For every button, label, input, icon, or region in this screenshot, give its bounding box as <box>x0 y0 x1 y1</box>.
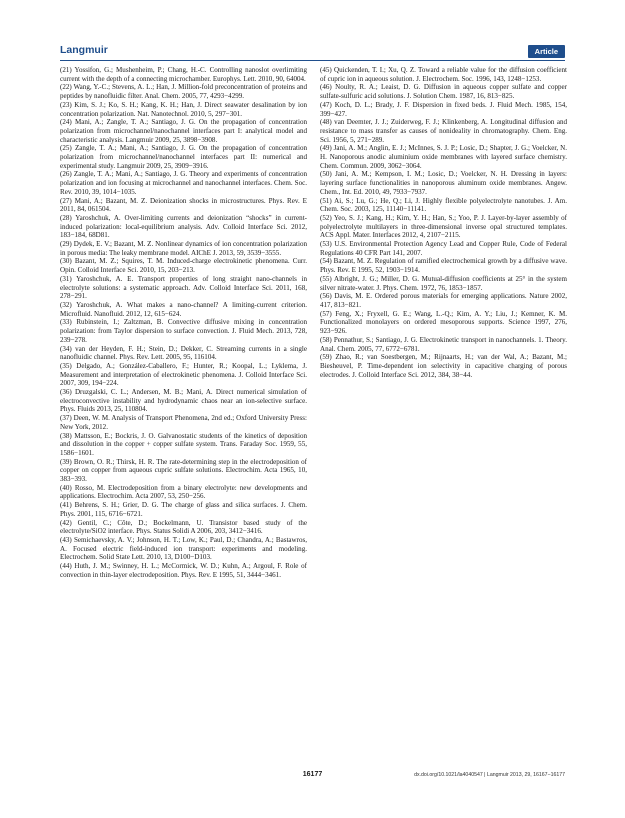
reference-51: (51) Ai, S.; Lu, G.; He, Q.; Li, J. Highly flexible polyelectrolyte nanotubes. J. Am. Chem. Soc. 2003, 125, 11140−11141. <box>320 196 567 214</box>
reference-48: (48) van Deemter, J. J.; Zuiderweg, F. J.; Klinkenberg, A. Longitudinal diffusion and resistance to mass transfer as causes of nonideality in chromatography. Chem. Eng. Sci. 1956, 5, 271−289. <box>320 118 567 144</box>
journal-name: Langmuir <box>60 44 108 56</box>
reference-58: (58) Pennathur, S.; Santiago, J. G. Electrokinetic transport in nanochannels. 1. Theory. Anal. Chem. 2005, 77, 6772−6781. <box>320 335 567 353</box>
reference-44: (44) Huth, J. M.; Swinney, H. L.; McCormick, W. D.; Kuhn, A.; Argoul, F. Role of convection in thin-layer electrodeposition. Phys. Rev. E 1995, 51, 3444−3461. <box>60 562 307 579</box>
reference-45: (45) Quickenden, T. I.; Xu, Q. Z. Toward a reliable value for the diffusion coefficient of cupric ion in aqueous solution. J. Electrochem. Soc. 1996, 143, 1248−1253. <box>320 66 567 83</box>
reference-38: (38) Mattsson, E.; Bockris, J. O. Galvanostatic students of the kinetics of deposition and dissolution in the copper + copper sulfate system. Trans. Faraday Soc. 1959, 55, 1586−1601. <box>60 431 307 457</box>
reference-23: (23) Kim, S. J.; Ko, S. H.; Kang, K. H.; Han, J. Direct seawater desalination by ion concentration polarization. Nat. Nanotechnol. 2010, 5, 297−301. <box>60 100 307 118</box>
reference-47: (47) Koch, D. L.; Brady, J. F. Dispersion in fixed beds. J. Fluid Mech. 1985, 154, 399−427. <box>320 100 567 118</box>
reference-21: (21) Yossifon, G.; Mushenheim, P.; Chang, H.-C. Controlling nanoslot overlimiting current with the depth of a connecting microchamber. Europhys. Lett. 2010, 90, 64004. <box>60 66 307 83</box>
reference-29: (29) Dydek, E. V.; Bazant, M. Z. Nonlinear dynamics of ion concentration polarization in porous media: The leaky membrane model. AIChE J. 2013, 59, 3539−3555. <box>60 240 307 257</box>
reference-50: (50) Jani, A. M.; Kempson, I. M.; Losic, D.; Voelcker, N. H. Dressing in layers: layering surface functionalities in nanoporous aluminum oxide membranes. Angew. Chem., Int. Ed. 2010, 49, 7933−7937. <box>320 170 567 196</box>
reference-27: (27) Mani, A.; Bazant, M. Z. Deionization shocks in microstructures. Phys. Rev. E 2011, 84, 061504. <box>60 196 307 214</box>
reference-40: (40) Rosso, M. Electrodeposition from a binary electrolyte: new developments and applications. Electrochim. Acta 2007, 53, 250−256. <box>60 483 307 501</box>
reference-34: (34) van der Heyden, F. H.; Stein, D.; Dekker, C. Streaming currents in a single nanofluidic channel. Phys. Rev. Lett. 2005, 95, 116104. <box>60 344 307 362</box>
reference-55: (55) Albright, J. G.; Miller, D. G. Mutual-diffusion coefficients at 25° in the system silver nitrate-water. J. Phys. Chem. 1972, 76, 1853−1857. <box>320 274 567 292</box>
reference-53: (53) U.S. Environmental Protection Agency Lead and Copper Rule, Code of Federal Regulations 40 CFR Part 141, 2007. <box>320 240 567 257</box>
reference-39: (39) Brown, O. R.; Thirsk, H. R. The rate-determining step in the electrodeposition of copper on copper from aqueous cupric sulfate solutions. Electrochim. Acta 1965, 10, 383−393. <box>60 457 307 484</box>
reference-25: (25) Zangle, T. A.; Mani, A.; Santiago, J. G. On the propagation of concentration polarization from microchannel/nanochannel interfaces part II: numerical and experimental study. Langmuir 2009, 25, 3909−3916. <box>60 144 307 170</box>
reference-56: (56) Davis, M. E. Ordered porous materials for emerging applications. Nature 2002, 417, 813−821. <box>320 292 567 309</box>
page-number: 16177 <box>302 771 323 778</box>
reference-33: (33) Rubinstein, I.; Zaltzman, B. Convective diffusive mixing in concentration polarization: from Taylor dispersion to surface convection. J. Fluid Mech. 2013, 728, 239−278. <box>60 318 307 344</box>
doi-citation: dx.doi.org/10.1021/la4040547 | Langmuir 2013, 29, 16167−16177 <box>414 772 565 778</box>
reference-57: (57) Feng, X.; Fryxell, G. E.; Wang, L.-Q.; Kim, A. Y.; Liu, J.; Kemner, K. M. Functionalized monolayers on ordered mesoporous supports. Science 1997, 276, 923−926. <box>320 309 567 336</box>
reference-32: (32) Yaroshchuk, A. What makes a nano-channel? A limiting-current criterion. Microfluid. Nanofluid. 2012, 12, 615−624. <box>60 300 307 318</box>
article-type-badge: Article <box>528 45 565 58</box>
reference-42: (42) Gentil, C.; Côte, D.; Bockelmann, U. Transistor based study of the electrolyte/SiO2 interface. Phys. Status Solidi A 2006, 203, 3412−3416. <box>60 518 307 536</box>
reference-59: (59) Zhao, R.; van Soestbergen, M.; Rijnaarts, H.; van der Wal, A.; Bazant, M.; Biesheuvel, P. Time-dependent ion selectivity in capacitive charging of porous electrodes. J. Colloid Interface Sci. 2012, 384, 38−44. <box>320 353 567 379</box>
reference-31: (31) Yaroshchuk, A. E. Transport properties of long straight nano-channels in electrolyte solutions: a systematic approach. Adv. Colloid Interface Sci. 2011, 168, 278−291. <box>60 274 307 301</box>
header-rule <box>60 60 565 61</box>
reference-43: (43) Semichaevsky, A. V.; Johnson, H. T.; Low, K.; Paul, D.; Chandra, A.; Bastawros, A. Focused electric field-induced ion transport: experiments and modeling. Electrochem. Solid State Lett. 2010, 13, D100−D103. <box>60 535 307 562</box>
reference-46: (46) Noulty, R. A.; Leaist, D. G. Diffusion in aqueous copper sulfate and copper sulfate-sulfuric acid solutions. J. Solution Chem. 1987, 16, 813−825. <box>320 83 567 101</box>
reference-35: (35) Delgado, A.; González-Caballero, F.; Hunter, R.; Koopal, L.; Lyklema, J. Measurement and interpretation of electrokinetic phenomena. J. Colloid Interface Sci. 2007, 309, 194−224. <box>60 361 307 388</box>
page-header <box>60 44 565 60</box>
reference-24: (24) Mani, A.; Zangle, T. A.; Santiago, J. G. On the propagation of concentration polarization from microchannel/nanochannel interfaces part I: analytical model and characteristic analysis. Langmuir 2009, 25, 3898−3908. <box>60 118 307 144</box>
reference-49: (49) Jani, A. M.; Anglin, E. J.; McInnes, S. J. P.; Losic, D.; Shapter, J. G.; Voelcker, N. H. Nanoporous anodic aluminium oxide membranes with layered surface chemistry. Chem. Commun. 2009, 3062−3064. <box>320 144 567 170</box>
references-right-column <box>320 66 567 379</box>
reference-26: (26) Zangle, T. A.; Mani, A.; Santiago, J. G. Theory and experiments of concentration polarization and ion focusing at microchannel and nanochannel interfaces. Chem. Soc. Rev. 2010, 39, 1014−1035. <box>60 170 307 196</box>
reference-37: (37) Deen, W. M. Analysis of Transport Phenomena, 2nd ed.; Oxford University Press: New York, 2012. <box>60 414 307 431</box>
reference-30: (30) Bazant, M. Z.; Squires, T. M. Induced-charge electrokinetic phenomena. Curr. Opin. Colloid Interface Sci. 2010, 15, 203−213. <box>60 257 307 275</box>
reference-52: (52) Yeo, S. J.; Kang, H.; Kim, Y. H.; Han, S.; Yoo, P. J. Layer-by-layer assembly of polyelectrolyte multilayers in three-dimensional inverse opal structured templates. ACS Appl. Mater. Interfaces 2012, 4, 2107−2115. <box>320 213 567 240</box>
reference-28: (28) Yaroshchuk, A. Over-limiting currents and deionization “shocks” in current-induced polarization: local-equilibrium analysis. Adv. Colloid Interface Sci. 2012, 183−184, 68D81. <box>60 213 307 240</box>
references-left-column <box>60 66 307 579</box>
reference-36: (36) Druzgalski, C. L.; Andersen, M. B.; Mani, A. Direct numerical simulation of electroconvective instability and hydrodynamic chaos near an ion-selective surface. Phys. Fluids 2013, 25, 110804. <box>60 388 307 414</box>
reference-54: (54) Bazant, M. Z. Regulation of ramified electrochemical growth by a diffusive wave. Phys. Rev. E 1995, 52, 1903−1914. <box>320 257 567 275</box>
reference-41: (41) Behrens, S. H.; Grier, D. G. The charge of glass and silica surfaces. J. Chem. Phys. 2001, 115, 6716−6721. <box>60 501 307 518</box>
reference-22: (22) Wang, Y.-C.; Stevens, A. L.; Han, J. Million-fold preconcentration of proteins and peptides by nanofluidic filter. Anal. Chem. 2005, 77, 4293−4299. <box>60 83 307 101</box>
